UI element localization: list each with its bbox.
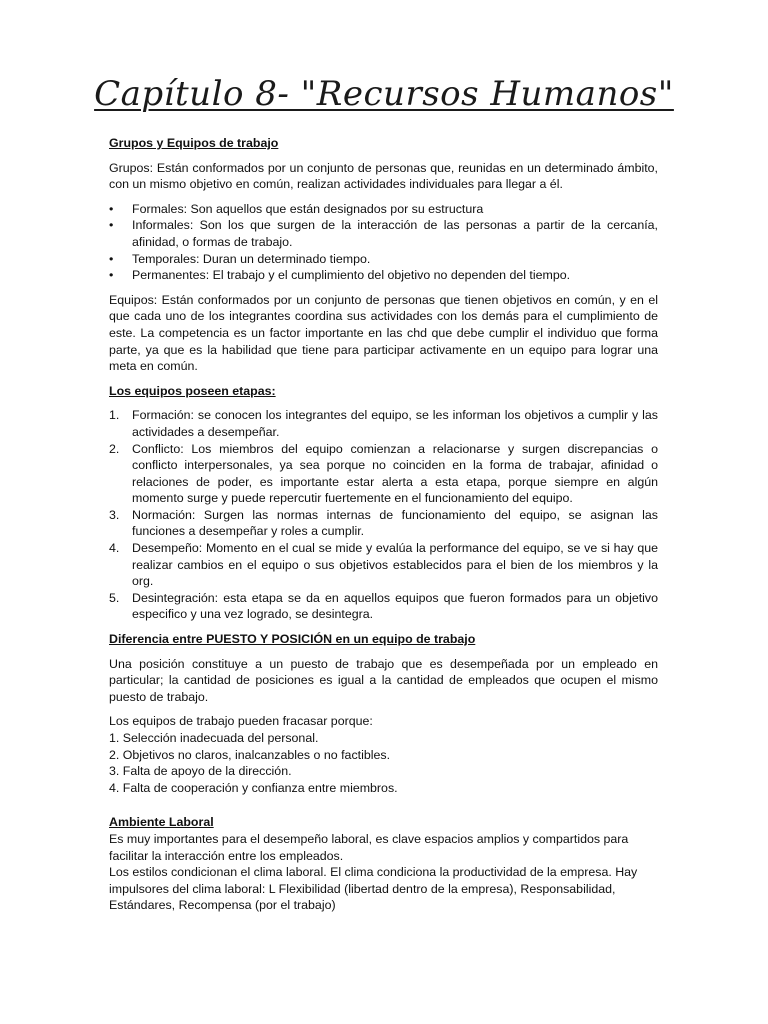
- paragraph-ambiente-1: Es muy importantes para el desempeño laboral, es clave espacios amplios y compartidos para facilitar la interacción entre los empleados.: [109, 831, 629, 863]
- list-item: 1. Formación: se conocen los integrantes del equipo, se les informan los objetivos a cumplir y las actividades a desempeñar.: [109, 408, 658, 439]
- list-item: 3. Normación: Surgen las normas internas de funcionamiento del equipo, se asignan las funciones a desempeñar y roles a cumplir.: [109, 507, 658, 539]
- fracasar-intro: Los equipos de trabajo pueden fracasar porque:: [109, 714, 373, 729]
- heading-etapas: Los equipos poseen etapas:: [109, 383, 276, 398]
- bullet-icon: •: [109, 201, 114, 216]
- chapter-title-text: Capítulo 8- "Recursos Humanos": [94, 74, 674, 114]
- paragraph-diferencia: Una posición constituye a un puesto de trabajo que es desempeñada por un empleado en particular; la cantidad de posiciones es igual a la cantidad de empleados que ocupen el mismo puesto de trabajo.: [109, 656, 658, 704]
- chapter-title: [0, 74, 768, 114]
- paragraph-equipos: Equipos: Están conformados por un conjunto de personas que tienen objetivos en común, y en el que cada uno de los integrantes coordina sus actividades con los demás para el cumplimiento de este. La competencia es un factor importante en las chd que debe cumplir el individuo que forma parte, ya que es la habilidad que tiene para participar activamente en un equipo para lograr una meta en común.: [109, 292, 658, 374]
- list-item: 4. Falta de cooperación y confianza entre miembros.: [109, 780, 398, 795]
- paragraph-grupos: Grupos: Están conformados por un conjunto de personas que, reunidas en un determinado ámbito, con un mismo objetivo en común, realizan actividades individuales para llegar a él.: [109, 160, 658, 192]
- list-item: • Permanentes: El trabajo y el cumplimiento del objetivo no dependen del tiempo.: [109, 268, 571, 283]
- document-body: [109, 135, 658, 914]
- bullet-icon: •: [109, 251, 114, 266]
- list-item: 4. Desempeño: Momento en el cual se mide y evalúa la performance del equipo, se ve si hay que realizar cambios en el equipo o sus objetivos establecidos para el bien de los miembros y la org.: [109, 541, 658, 589]
- list-item: 3. Falta de apoyo de la dirección.: [109, 764, 292, 779]
- heading-diferencia: Diferencia entre PUESTO Y POSICIÓN en un equipo de trabajo: [109, 632, 476, 647]
- heading-ambiente: Ambiente Laboral: [109, 815, 214, 830]
- heading-grupos: Grupos y Equipos de trabajo: [109, 136, 279, 150]
- list-item: 1. Selección inadecuada del personal.: [109, 731, 319, 745]
- etapas-list: [109, 407, 658, 623]
- list-item: • Temporales: Duran un determinado tiempo.: [109, 251, 371, 266]
- list-item: 5. Desintegración: esta etapa se da en aquellos equipos que fueron formados para un objetivo especifico y una vez logrado, se desintegra.: [109, 590, 658, 622]
- list-item: 2. Objetivos no claros, inalcanzables o no factibles.: [109, 747, 391, 762]
- bullet-icon: •: [109, 268, 114, 283]
- paragraph-ambiente-2: Los estilos condicionan el clima laboral. El clima condiciona la productividad de la empresa. Hay impulsores del clima laboral: L Flexibilidad (libertad dentro de la empresa), Responsabilidad, Estándares, Recompensa (por el trabajo): [109, 865, 638, 913]
- bullet-icon: •: [109, 218, 114, 233]
- list-item: • Formales: Son aquellos que están designados por su estructura: [109, 201, 484, 216]
- list-item: • Informales: Son los que surgen de la interacción de las personas a partir de la cercanía, afinidad, o formas de trabajo.: [109, 218, 658, 249]
- fracasar-list: [109, 730, 658, 796]
- grupos-bullet-list: [109, 201, 658, 284]
- list-item: 2. Conflicto: Los miembros del equipo comienzan a relacionarse y surgen discrepancias o conflicto interpersonales, ya sea porque no coinciden en la forma de trabajar, afinidad o relaciones de poder, es importante estar alerta a esta etapa, porque siempre en algún momento surge y puede repercutir fuertemente en el funcionamiento del equipo.: [109, 441, 658, 506]
